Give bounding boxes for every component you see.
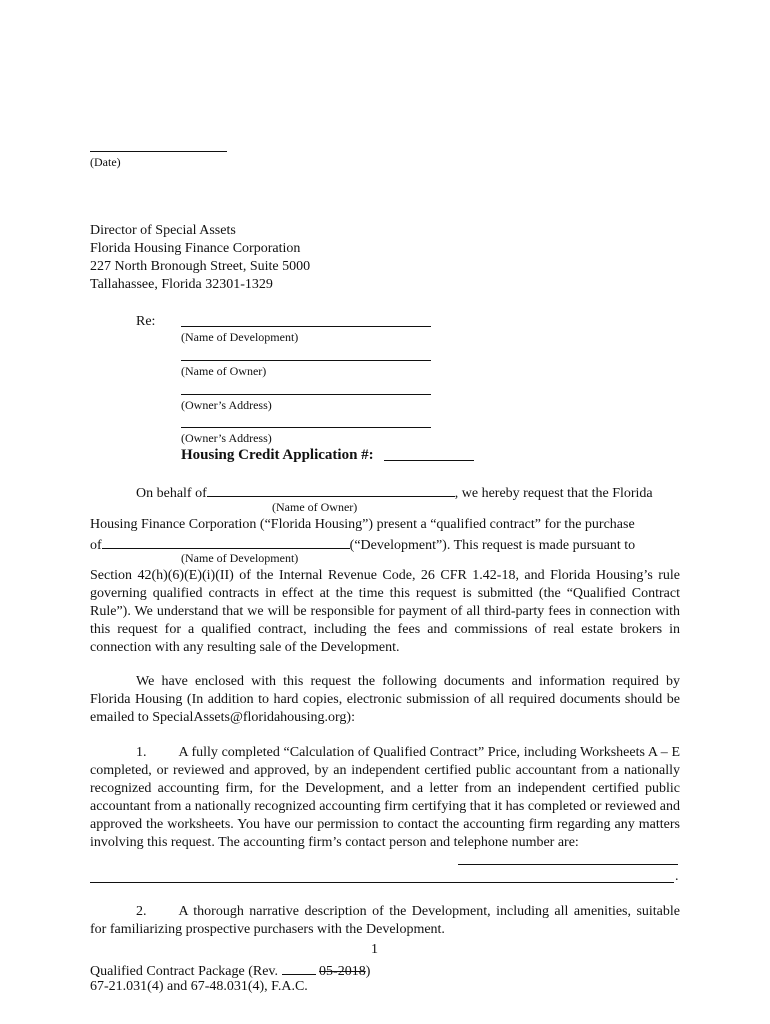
enclosed-paragraph: We have enclosed with this request the following documents and information required by Florida Housing (In addition to hard copies, electronic submission of all required documents should be emailed to SpecialAssets@floridahousing.org): [90, 674, 680, 725]
owner-caption: (Name of Owner) [272, 500, 358, 514]
owner-address-line-2[interactable] [181, 427, 431, 428]
recipient-line: Tallahassee, Florida 32301-1329 [90, 277, 273, 292]
application-number-label: Housing Credit Application #: [181, 447, 374, 463]
owner-name-blank[interactable] [207, 482, 455, 497]
owner-name-caption: (Name of Owner) [181, 364, 267, 378]
re-label: Re: [136, 314, 156, 329]
request-line-1-end: , we hereby request that the Florida [454, 486, 653, 501]
request-line-3 [90, 534, 680, 555]
recipient-line: 227 North Bronough Street, Suite 5000 [90, 259, 311, 274]
owner-address-line[interactable] [181, 394, 431, 395]
item-2-paragraph [90, 903, 680, 939]
item-1-end-mark: . [675, 869, 679, 884]
struck-revision-date: 05-2018 [319, 964, 366, 979]
item-1-number: 1. [136, 745, 147, 760]
item-2-number: 2. [136, 904, 147, 919]
item-1-paragraph [90, 744, 680, 852]
development-name-blank[interactable] [102, 534, 350, 549]
revision-blank[interactable] [282, 960, 316, 975]
recipient-line: Florida Housing Finance Corporation [90, 241, 301, 256]
development-caption: (Name of Development) [181, 551, 299, 565]
application-number-line[interactable] [384, 460, 474, 461]
owner-address-caption: (Owner’s Address) [181, 398, 272, 412]
development-name-caption: (Name of Development) [181, 330, 299, 344]
accountant-contact-line-2[interactable] [90, 882, 674, 883]
owner-address-caption-2: (Owner’s Address) [181, 431, 272, 445]
accountant-contact-line[interactable] [458, 864, 678, 865]
recipient-address [90, 222, 310, 294]
request-line-1 [136, 482, 681, 503]
owner-name-line[interactable] [181, 360, 431, 361]
date-signature-line [90, 151, 227, 152]
page-number: 1 [371, 942, 378, 957]
footer-revision-close: ) [365, 964, 371, 979]
development-name-line[interactable] [181, 326, 431, 327]
request-of-text: of [90, 538, 102, 553]
recipient-line: Director of Special Assets [90, 223, 236, 238]
item-2-text: A thorough narrative description of the Development, including all amenities, suitable for familiarizing prospective purchasers with the Development. [90, 904, 680, 937]
footer-rule-citation: 67-21.031(4) and 67-48.031(4), F.A.C. [90, 979, 308, 994]
item-1-text: A fully completed “Calculation of Qualified Contract” Price, including Worksheets A – E completed, or reviewed and approved, by an independent certified public accountant from a nationally recognized accounting firm, for the Development, and a letter from an independent certified public accountant from a nationally recognized accounting firm certifying that it has completed or reviewed and approved the worksheets. You have our permission to contact the accounting firm regarding any matters involving this request. The accounting firm’s contact person and telephone number are: [90, 745, 680, 850]
request-body-paragraph: Section 42(h)(6)(E)(i)(II) of the Internal Revenue Code, 26 CFR 1.42-18, and Florida Housing’s rule governing qualified contracts in effect at the time this request is submitted (the “Qualified Contract Rule”). We understand that we will be responsible for payment of all third-party fees in connection with this request for a qualified contract, including the fees and commissions of real estate brokers in connection with any resulting sale of the Development. [90, 568, 680, 655]
request-line-3-end: (“Development”). This request is made pursuant to [349, 538, 636, 553]
request-intro-text: On behalf of [136, 486, 207, 501]
request-line-2: Housing Finance Corporation (“Florida Housing”) present a “qualified contract” for the purchase [90, 517, 635, 532]
footer-revision-label: Qualified Contract Package (Rev. [90, 964, 279, 979]
date-label: (Date) [90, 155, 121, 169]
